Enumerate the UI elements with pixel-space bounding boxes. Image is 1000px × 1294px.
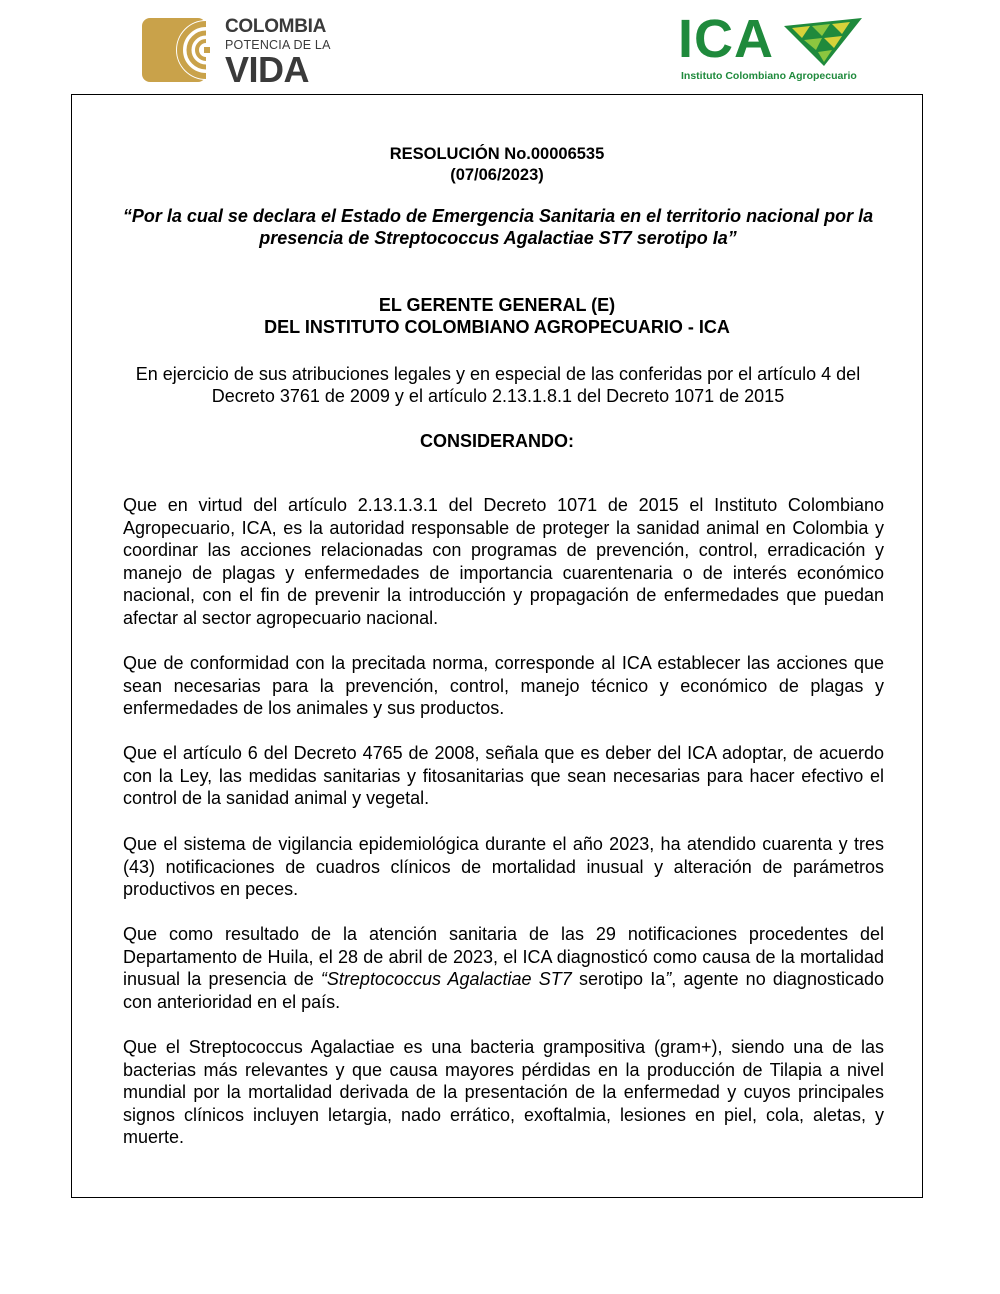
colombia-potencia-de-la-vida-logo <box>140 14 340 90</box>
ica-logo <box>678 9 868 86</box>
considering-paragraph: Que el artículo 6 del Decreto 4765 de 2008, señala que es deber del ICA adoptar, de acuerdo con la Ley, las medidas sanitarias y fitosanitarias que sean necesarias para hacer efectivo el control de la sanidad animal y vegetal. <box>123 743 884 809</box>
considering-paragraph <box>123 923 884 1013</box>
closing-quote: ” <box>665 969 672 990</box>
resolution-number: RESOLUCIÓN No.00006535 <box>389 145 605 163</box>
species-name: “Streptococcus Agalactiae ST7 <box>320 969 572 990</box>
legal-powers-statement: En ejercicio de sus atribuciones legales y en especial de las conferidas por el artículo 4 del Decreto 3761 de 2009 y el artículo 2.13.1.8.1 del Decreto 1071 de 2015 <box>135 364 861 406</box>
considering-paragraph: Que en virtud del artículo 2.13.1.3.1 del Decreto 1071 de 2015 el Instituto Colombiano Agropecuario, ICA, es la autoridad responsable de proteger la sanidad animal en Colombia y coordinar las acciones relacionadas con programas de prevención, control, erradicación y manejo de plagas y enfermedades de importancia cuarentenaria o de interés económico nacional, con el fin de prevenir la introducción y propagación de enfermedades que puedan afectar al sector agropecuario nacional. <box>123 495 884 628</box>
paragraph-text: , agente no diagnosticado con anterioridad en el país. <box>123 969 884 1012</box>
authority-institution: DEL INSTITUTO COLOMBIANO AGROPECUARIO - ICA <box>264 317 730 337</box>
logo-word-potencia: POTENCIA DE LA <box>225 38 331 52</box>
logo-word-vida: VIDA <box>225 49 310 90</box>
ica-diamond-emblem-icon <box>784 18 862 68</box>
resolution-document <box>71 94 923 1198</box>
colombia-wave-emblem-icon <box>140 18 220 82</box>
ica-full-name: Instituto Colombiano Agropecuario <box>681 70 857 82</box>
considering-paragraph: Que el sistema de vigilancia epidemiológica durante el año 2023, ha atendido cuarenta y tres (43) notificaciones de cuadros clínicos de mortalidad inusual y alteración de parámetros productivos en peces. <box>123 834 884 900</box>
resolution-title: “Por la cual se declara el Estado de Emergencia Sanitaria en el territorio nacional por la presencia de Streptococcus Agalactiae ST7 serotipo Ia” <box>122 206 874 248</box>
considering-paragraph: Que de conformidad con la precitada norma, corresponde al ICA establecer las acciones que sean necesarias para la prevención, control, manejo técnico y económico de plagas y enfermedades de los animales y sus productos. <box>123 653 884 719</box>
considering-paragraph: Que el Streptococcus Agalactiae es una bacteria grampositiva (gram+), siendo una de las bacterias más relevantes y que causa mayores pérdidas en la producción de Tilapia a nivel mundial por la mortalidad derivada de la presentación de la enfermedad y cuyos principales signos clínicos incluyen letargia, nado errático, exoftalmia, lesiones en piel, cola, aletas, y muerte. <box>123 1037 884 1148</box>
considering-heading: CONSIDERANDO: <box>419 431 574 451</box>
logo-word-colombia: COLOMBIA <box>225 16 327 37</box>
resolution-date: (07/06/2023) <box>450 166 544 184</box>
authority-title: EL GERENTE GENERAL (E) <box>378 295 616 315</box>
paragraph-text: Que como resultado de la atención sanitaria de las 29 notificaciones procedentes del Departamento de Huila, el 28 de abril de 2023, el ICA diagnosticó como causa de la mortalidad inusual la presencia de <box>123 924 884 990</box>
ica-acronym: ICA <box>678 9 774 69</box>
serotype-text: serotipo Ia <box>571 969 666 990</box>
